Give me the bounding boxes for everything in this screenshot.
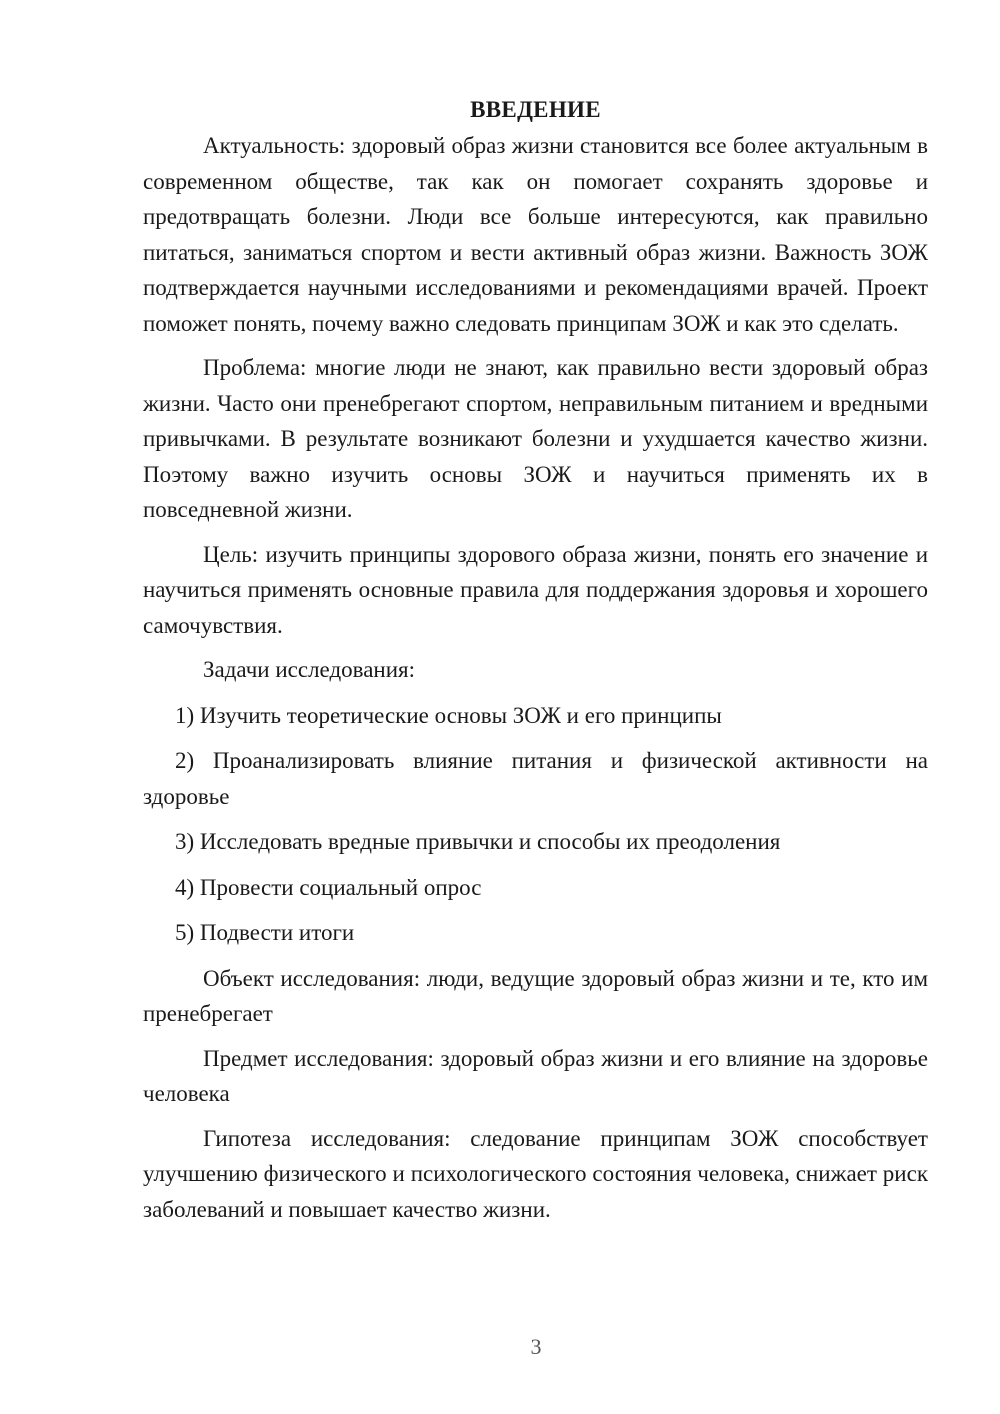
tasks-heading: Задачи исследования: — [203, 657, 416, 682]
document-page — [143, 92, 928, 1236]
paragraph-relevance: Актуальность: здоровый образ жизни становится все более актуальным в современном обществе, так как он помогает сохранять здоровье и предотвращать болезни. Люди все больше интересуются, как правильно питаться, заниматься спортом и вести активный образ жизни. Важность ЗОЖ подтверждается научными исследованиями и рекомендациями врачей. Проект поможет понять, почему важно следовать принципам ЗОЖ и как это сделать. — [143, 133, 928, 336]
page-number: 3 — [530, 1334, 542, 1359]
tasks-list — [143, 698, 928, 951]
task-item-1: 1) Изучить теоретические основы ЗОЖ и его принципы — [175, 702, 722, 728]
paragraph-problem: Проблема: многие люди не знают, как правильно вести здоровый образ жизни. Часто они пренебрегают спортом, неправильным питанием и вредными привычками. В результате возникают болезни и ухудшается качество жизни. Поэтому важно изучить основы ЗОЖ и научиться применять их в повседневной жизни. — [143, 355, 928, 522]
task-item-2: 2) Проанализировать влияние питания и физической активности на здоровье — [143, 748, 928, 809]
task-item-3: 3) Исследовать вредные привычки и способы их преодоления — [175, 829, 781, 854]
paragraph-object: Объект исследования: люди, ведущие здоровый образ жизни и те, кто им пренебрегает — [143, 965, 928, 1026]
paragraph-subject: Предмет исследования: здоровый образ жизни и его влияние на здоровье человека — [143, 1045, 928, 1106]
task-item-4: 4) Провести социальный опрос — [175, 874, 482, 900]
task-item-5: 5) Подвести итоги — [175, 920, 355, 945]
paragraph-goal: Цель: изучить принципы здорового образа жизни, понять его значение и научиться применять основные правила для поддержания здоровья и хорошего самочувствия. — [143, 541, 928, 638]
page-title: ВВЕДЕНИЕ — [470, 97, 601, 122]
paragraph-hypothesis: Гипотеза исследования: следование принципам ЗОЖ способствует улучшению физического и психологического состояния человека, снижает риск заболеваний и повышает качество жизни. — [143, 1125, 928, 1222]
